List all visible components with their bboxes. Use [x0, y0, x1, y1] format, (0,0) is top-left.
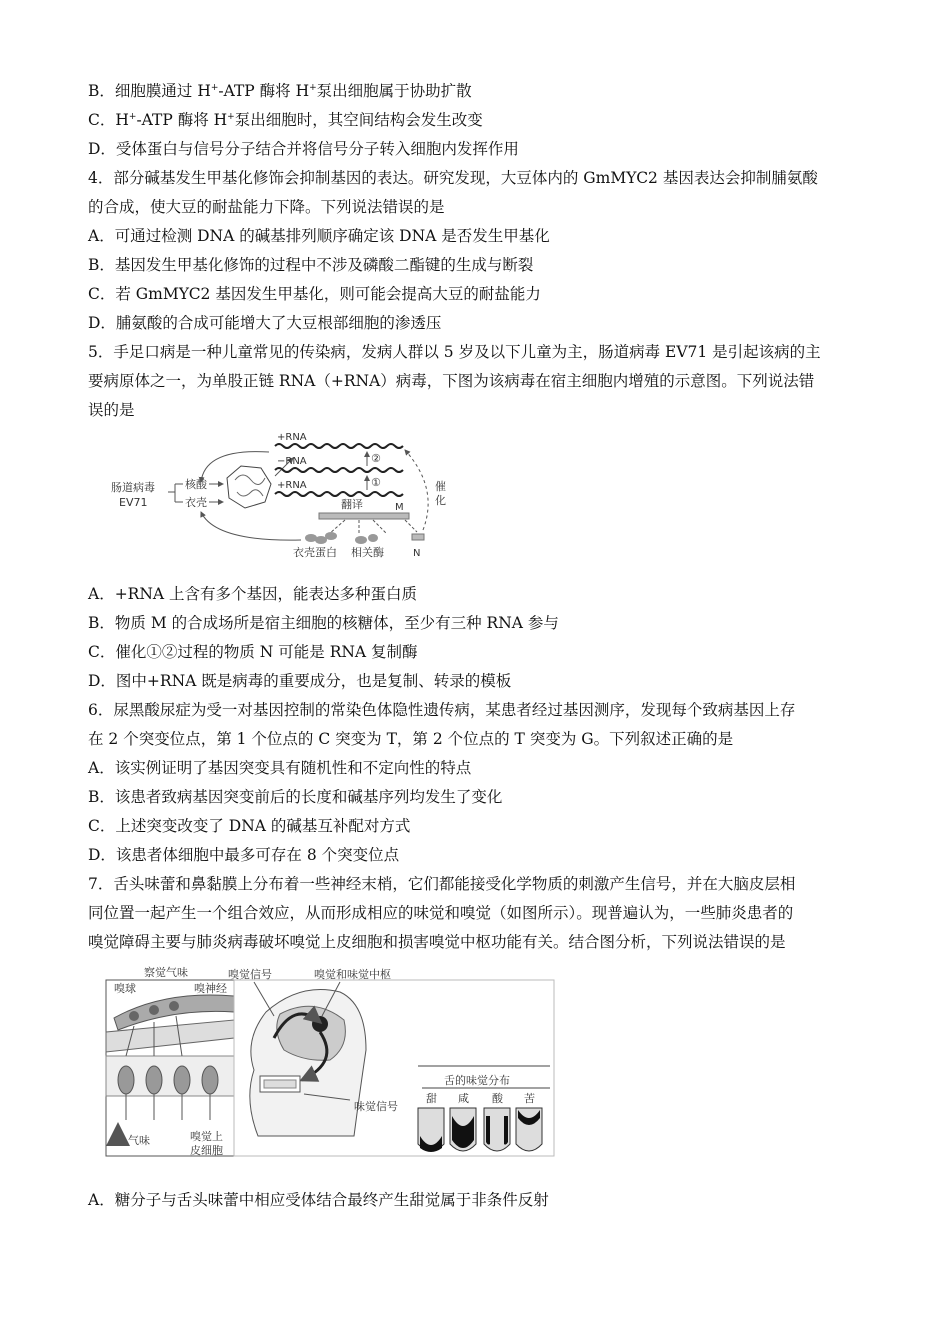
virus-replication-diagram	[105, 428, 455, 560]
q3-option-b: B．细胞膜通过 H+-ATP 酶将 H+泵出细胞属于协助扩散	[88, 82, 472, 100]
q6-stem: 6．尿黑酸尿症为受一对基因控制的常染色体隐性遗传病，某患者经过基因测序，发现每个致病基因上存	[88, 701, 796, 719]
substance-n-icon	[412, 534, 424, 540]
rna-top-label: +RNA	[277, 432, 307, 443]
capsid-protein-label: 衣壳蛋白	[293, 546, 337, 559]
q6-option-b: B．该患者致病基因突变前后的长度和碱基序列均发生了变化	[88, 788, 503, 806]
q6-option-c: C．上述突变改变了 DNA 的碱基互补配对方式	[88, 817, 411, 835]
translation-label: 翻译	[341, 498, 363, 511]
q5-stem-cont: 要病原体之一，为单股正链 RNA（+RNA）病毒，下图为该病毒在宿主细胞内增殖的示意图。下列说法错	[88, 372, 815, 390]
nucleic-acid-label: 核酸	[185, 478, 207, 491]
q4-option-c: C．若 GmMYC2 基因发生甲基化，则可能会提高大豆的耐盐能力	[88, 285, 541, 303]
step-2-label: ②	[371, 452, 381, 465]
q6-stem-cont: 在 2 个突变位点，第 1 个位点的 C 突变为 T，第 2 个位点的 T 突变为 G。下列叙述正确的是	[88, 730, 734, 748]
rna-strand-top	[275, 444, 403, 448]
virus-particle-icon	[227, 466, 271, 508]
q7-stem-cont: 同位置一起产生一个组合效应，从而形成相应的味觉和嗅觉（如图所示）。现普遍认为，一些肺炎患者的	[88, 904, 794, 922]
q7-stem-end: 嗅觉障碍主要与肺炎病毒破坏嗅觉上皮细胞和损害嗅觉中枢功能有关。结合图分析，下列说法错误的是	[88, 933, 786, 951]
q5-stem-end: 误的是	[88, 401, 135, 419]
q6-option-a: A．该实例证明了基因突变具有随机性和不定向性的特点	[88, 759, 472, 777]
taste-salty-label: 咸	[458, 1092, 469, 1105]
enzyme-label: 相关酶	[351, 546, 384, 559]
epithelium-label-1: 嗅觉上	[190, 1130, 223, 1143]
polypeptide-m	[319, 513, 409, 519]
q5-option-b: B．物质 M 的合成场所是宿主细胞的核糖体，至少有三种 RNA 参与	[88, 614, 559, 632]
rna-mid-label: −RNA	[277, 456, 307, 467]
capsid-label: 衣壳	[185, 496, 207, 509]
brain-icon	[277, 1006, 346, 1060]
receptor-cell-icon	[118, 1066, 134, 1094]
q3-option-c: C．H+-ATP 酶将 H+泵出细胞时，其空间结构会发生改变	[88, 111, 483, 129]
q5-option-c: C．催化①②过程的物质 N 可能是 RNA 复制酶	[88, 643, 418, 661]
tongue-map-title: 舌的味觉分布	[444, 1074, 510, 1087]
catalyze-label-1: 催	[435, 480, 446, 493]
perceive-odor-label: 察觉气味	[144, 966, 188, 979]
q4-stem-cont: 的合成，使大豆的耐盐能力下降。下列说法错误的是	[88, 198, 445, 216]
q4-option-a: A．可通过检测 DNA 的碱基排列顺序确定该 DNA 是否发生甲基化	[88, 227, 550, 245]
taste-sweet-label: 甜	[426, 1092, 437, 1105]
center-label: 嗅觉和味觉中枢	[314, 968, 391, 981]
rna-bottom-label: +RNA	[277, 480, 307, 491]
taste-bitter-label: 苦	[524, 1092, 535, 1105]
q4-option-d: D．脯氨酸的合成可能增大了大豆根部细胞的渗透压	[88, 314, 442, 332]
enzyme-icon	[355, 536, 367, 544]
q4-stem: 4．部分碱基发生甲基化修饰会抑制基因的表达。研究发现，大豆体内的 GmMYC2 基因表达会抑制脯氨酸	[88, 169, 818, 187]
virus-label-ev71: EV71	[119, 496, 148, 509]
olfactory-nerve-label: 嗅神经	[194, 982, 227, 995]
q5-option-a: A．+RNA 上含有多个基因，能表达多种蛋白质	[88, 585, 418, 603]
taste-sour-label: 酸	[492, 1092, 503, 1105]
n-label: N	[413, 548, 421, 559]
step-1-label: ①	[371, 476, 381, 489]
q3-option-d: D．受体蛋白与信号分子结合并将信号分子转入细胞内发挥作用	[88, 140, 519, 158]
q4-option-b: B．基因发生甲基化修饰的过程中不涉及磷酸二酯键的生成与断裂	[88, 256, 534, 274]
smell-signal-label: 嗅觉信号	[228, 968, 272, 981]
q7-option-a: A．糖分子与舌头味蕾中相应受体结合最终产生甜觉属于非条件反射	[88, 1191, 549, 1209]
q6-option-d: D．该患者体细胞中最多可存在 8 个突变位点	[88, 846, 400, 864]
epithelium-label-2: 皮细胞	[190, 1144, 223, 1157]
q5-stem: 5．手足口病是一种儿童常见的传染病，发病人群以 5 岁及以下儿童为主，肠道病毒 EV71 是引起该病的主	[88, 343, 821, 361]
smell-taste-diagram	[104, 960, 556, 1160]
taste-signal-label: 味觉信号	[354, 1100, 398, 1113]
odor-label: 气味	[128, 1134, 150, 1147]
rna-strand-mid	[275, 468, 403, 472]
catalyze-label-2: 化	[435, 494, 446, 507]
olfactory-bulb-label: 嗅球	[114, 982, 136, 995]
q7-stem: 7．舌头味蕾和鼻黏膜上分布着一些神经末梢，它们都能接受化学物质的刺激产生信号，并在大脑皮层相	[88, 875, 796, 893]
virus-label: 肠道病毒	[111, 481, 155, 494]
q5-option-d: D．图中+RNA 既是病毒的重要成分，也是复制、转录的模板	[88, 672, 512, 690]
m-label: M	[395, 502, 404, 513]
rna-strand-bottom	[275, 492, 403, 496]
